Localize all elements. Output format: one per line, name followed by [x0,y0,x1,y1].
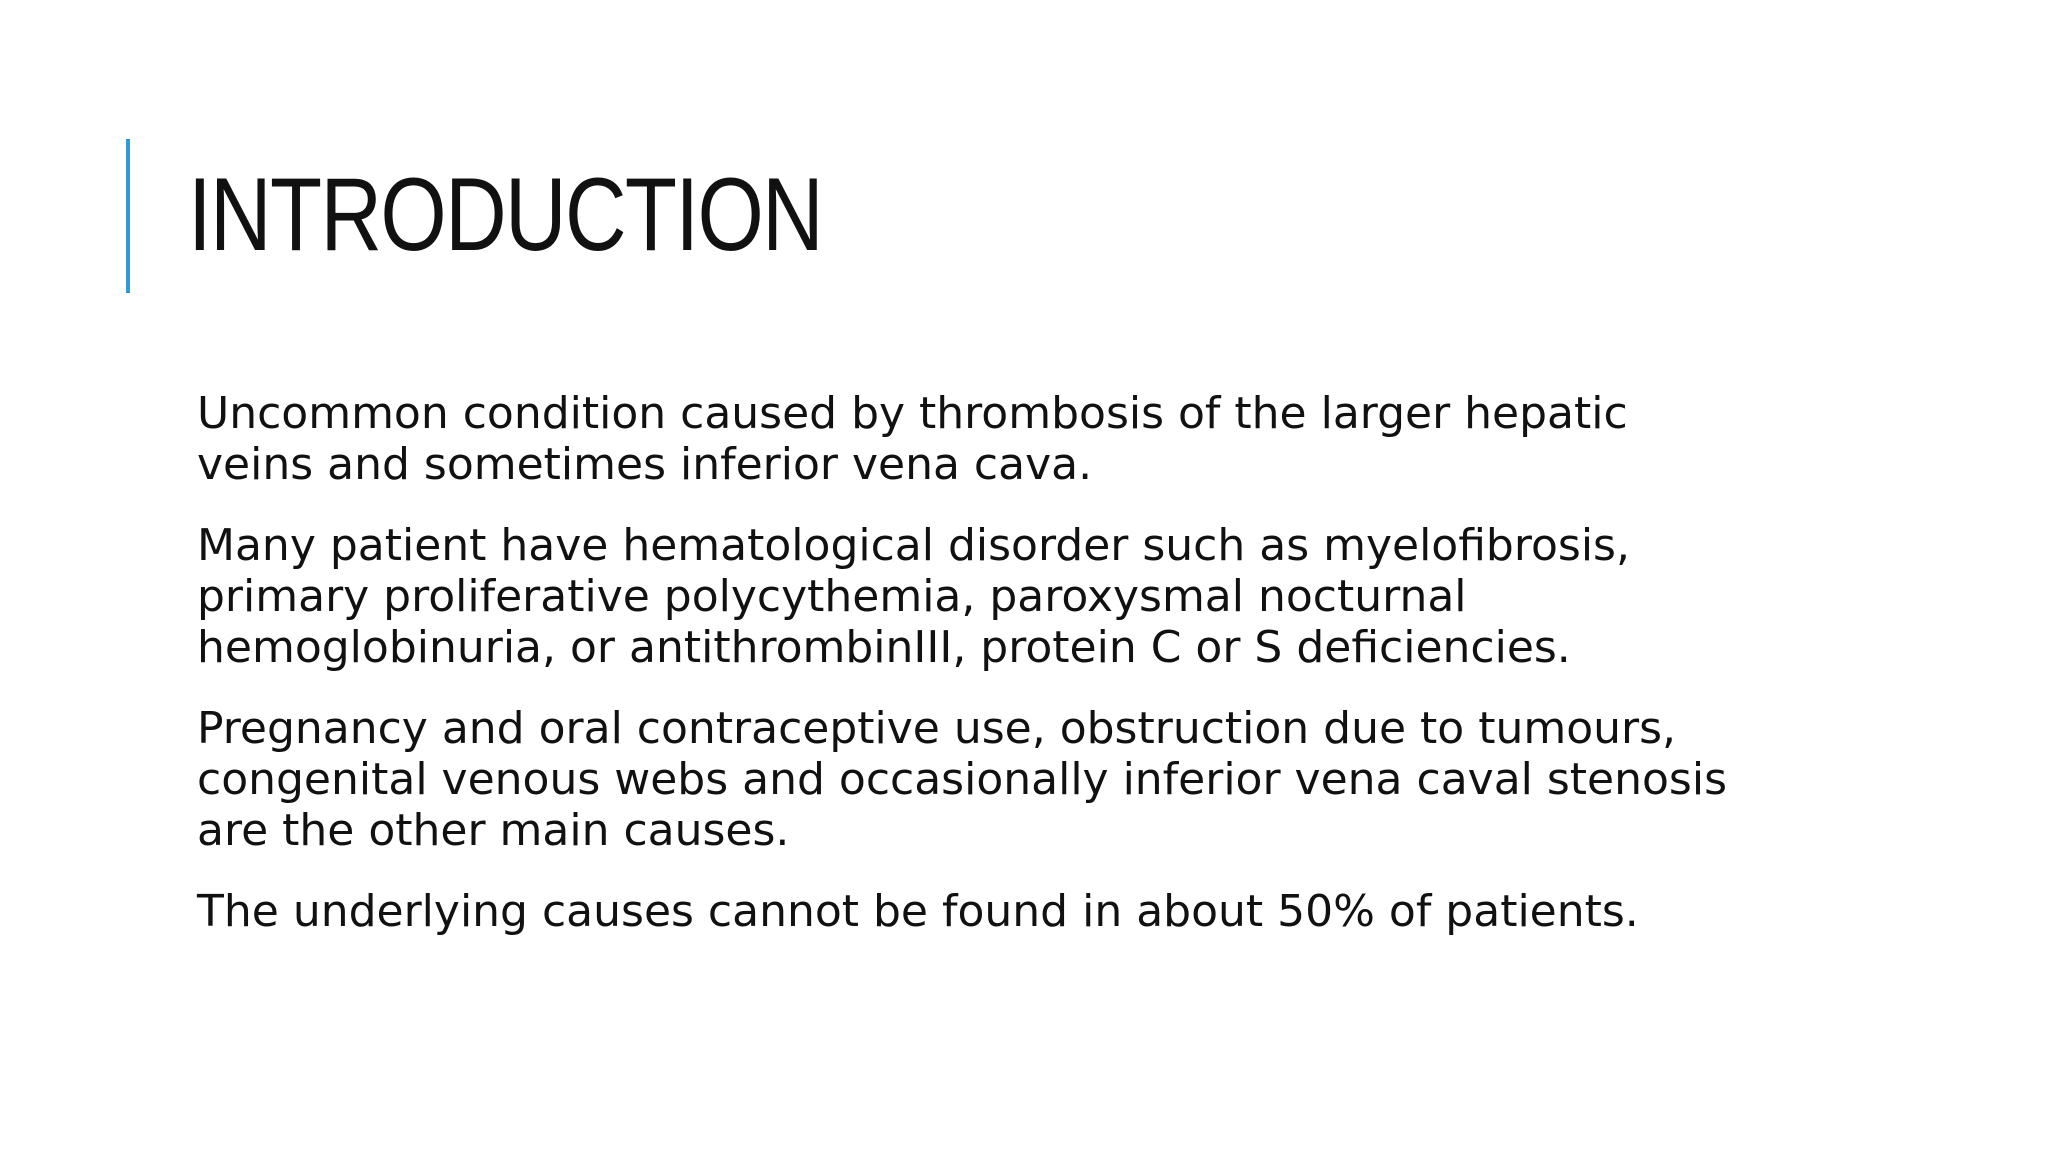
paragraph-line: primary proliferative polycythemia, paroxysmal nocturnal [197,571,1467,622]
paragraph-line: veins and sometimes inferior vena cava. [197,439,1093,490]
paragraph-line: are the other main causes. [197,805,790,856]
paragraph-line: hemoglobinuria, or antithrombinIII, protein C or S deficiencies. [197,622,1571,673]
paragraph-3 [197,703,1837,856]
paragraph-line: congenital venous webs and occasionally inferior vena caval stenosis [197,754,1727,805]
paragraph-line: Pregnancy and oral contraceptive use, obstruction due to tumours, [197,703,1677,754]
paragraph-1 [197,388,1837,490]
paragraph-4 [197,886,1837,937]
paragraph-line: The underlying causes cannot be found in about 50% of patients. [197,886,1639,937]
slide-body [197,388,1837,967]
title-accent-bar [126,139,130,293]
paragraph-2 [197,520,1837,673]
slide-title: INTRODUCTION [188,157,823,273]
paragraph-line: Uncommon condition caused by thrombosis of the larger hepatic [197,388,1628,439]
paragraph-line: Many patient have hematological disorder such as myelofibrosis, [197,520,1630,571]
